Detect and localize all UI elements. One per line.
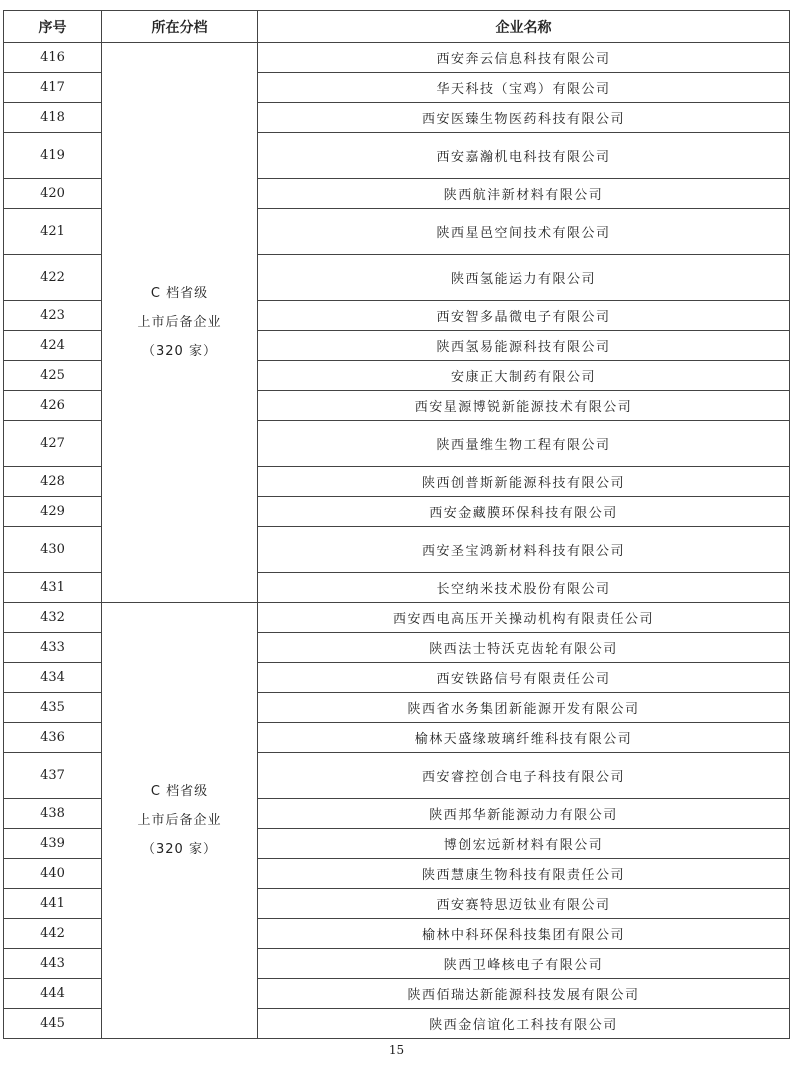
serial-number-cell: 431 [4, 573, 102, 603]
tier-cell [102, 43, 258, 603]
company-name-cell: 西安奔云信息科技有限公司 [258, 43, 790, 73]
company-name-cell: 榆林天盛缘玻璃纤维科技有限公司 [258, 723, 790, 753]
company-name-cell: 华天科技（宝鸡）有限公司 [258, 73, 790, 103]
serial-number-cell: 443 [4, 949, 102, 979]
serial-number-cell: 429 [4, 497, 102, 527]
table-header-row [4, 11, 790, 43]
company-name-cell: 西安圣宝鸿新材料科技有限公司 [258, 527, 790, 573]
tier-label-line: C 档省级 [150, 286, 209, 301]
serial-number-cell: 440 [4, 859, 102, 889]
header-tier: 所在分档 [102, 11, 258, 43]
serial-number-cell: 434 [4, 663, 102, 693]
serial-number-cell: 436 [4, 723, 102, 753]
tier-label-line: 上市后备企业 [137, 315, 222, 330]
serial-number-cell: 423 [4, 301, 102, 331]
company-name-cell: 陕西邦华新能源动力有限公司 [258, 799, 790, 829]
company-name-cell: 长空纳米技术股份有限公司 [258, 573, 790, 603]
serial-number-cell: 441 [4, 889, 102, 919]
serial-number-cell: 439 [4, 829, 102, 859]
tier-label-line: 上市后备企业 [137, 813, 222, 828]
company-name-cell: 陕西慧康生物科技有限责任公司 [258, 859, 790, 889]
table-row [4, 603, 790, 633]
serial-number-cell: 418 [4, 103, 102, 133]
tier-cell [102, 603, 258, 1039]
company-name-cell: 陕西量维生物工程有限公司 [258, 421, 790, 467]
serial-number-cell: 427 [4, 421, 102, 467]
serial-number-cell: 433 [4, 633, 102, 663]
serial-number-cell: 416 [4, 43, 102, 73]
company-name-cell: 陕西省水务集团新能源开发有限公司 [258, 693, 790, 723]
company-name-cell: 西安智多晶微电子有限公司 [258, 301, 790, 331]
company-name-cell: 博创宏远新材料有限公司 [258, 829, 790, 859]
company-name-cell: 陕西星邑空间技术有限公司 [258, 209, 790, 255]
company-name-cell: 榆林中科环保科技集团有限公司 [258, 919, 790, 949]
header-company-name: 企业名称 [258, 11, 790, 43]
serial-number-cell: 417 [4, 73, 102, 103]
company-name-cell: 安康正大制药有限公司 [258, 361, 790, 391]
tier-label-line: （320 家） [142, 344, 217, 359]
serial-number-cell: 444 [4, 979, 102, 1009]
table-body [4, 43, 790, 1039]
enterprise-table [3, 10, 790, 1039]
page-number: 15 [388, 1043, 405, 1057]
company-name-cell: 陕西氢易能源科技有限公司 [258, 331, 790, 361]
serial-number-cell: 432 [4, 603, 102, 633]
company-name-cell: 西安西电高压开关操动机构有限责任公司 [258, 603, 790, 633]
company-name-cell: 陕西佰瑞达新能源科技发展有限公司 [258, 979, 790, 1009]
tier-label-line: C 档省级 [150, 784, 209, 799]
serial-number-cell: 428 [4, 467, 102, 497]
serial-number-cell: 426 [4, 391, 102, 421]
serial-number-cell: 445 [4, 1009, 102, 1039]
table-row [4, 43, 790, 73]
serial-number-cell: 425 [4, 361, 102, 391]
serial-number-cell: 430 [4, 527, 102, 573]
company-name-cell: 西安金藏膜环保科技有限公司 [258, 497, 790, 527]
company-name-cell: 陕西卫峰核电子有限公司 [258, 949, 790, 979]
serial-number-cell: 438 [4, 799, 102, 829]
serial-number-cell: 421 [4, 209, 102, 255]
company-name-cell: 西安嘉瀚机电科技有限公司 [258, 133, 790, 179]
company-name-cell: 西安赛特思迈钛业有限公司 [258, 889, 790, 919]
company-name-cell: 陕西法士特沃克齿轮有限公司 [258, 633, 790, 663]
serial-number-cell: 422 [4, 255, 102, 301]
serial-number-cell: 419 [4, 133, 102, 179]
serial-number-cell: 435 [4, 693, 102, 723]
company-name-cell: 陕西航沣新材料有限公司 [258, 179, 790, 209]
company-name-cell: 西安铁路信号有限责任公司 [258, 663, 790, 693]
company-name-cell: 陕西金信谊化工科技有限公司 [258, 1009, 790, 1039]
company-name-cell: 西安医臻生物医药科技有限公司 [258, 103, 790, 133]
company-name-cell: 陕西氢能运力有限公司 [258, 255, 790, 301]
serial-number-cell: 437 [4, 753, 102, 799]
serial-number-cell: 442 [4, 919, 102, 949]
tier-label-line: （320 家） [142, 842, 217, 857]
company-name-cell: 西安星源博锐新能源技术有限公司 [258, 391, 790, 421]
serial-number-cell: 424 [4, 331, 102, 361]
serial-number-cell: 420 [4, 179, 102, 209]
header-serial-number: 序号 [4, 11, 102, 43]
company-name-cell: 西安睿控创合电子科技有限公司 [258, 753, 790, 799]
company-name-cell: 陕西创普斯新能源科技有限公司 [258, 467, 790, 497]
